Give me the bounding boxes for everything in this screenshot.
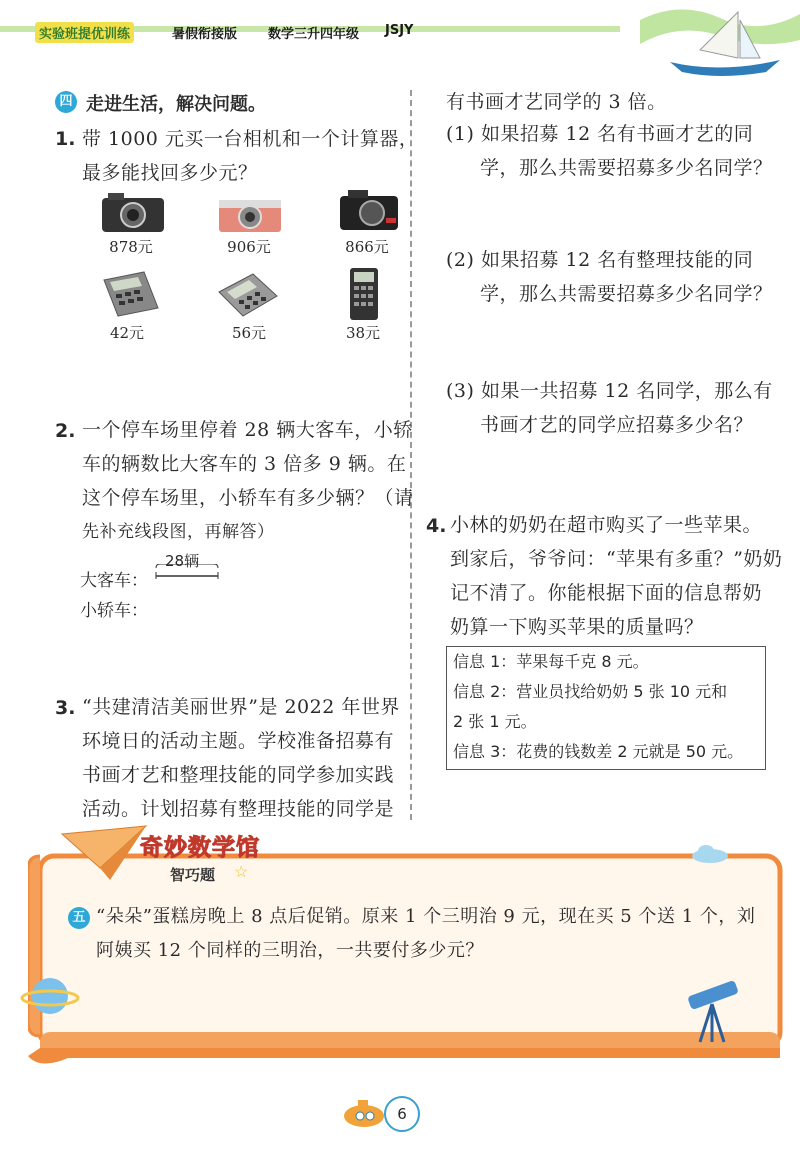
text-line: 最多能找回多少元？ bbox=[82, 162, 258, 184]
text-line: 这个停车场里，小轿车有多少辆？（请 bbox=[82, 487, 414, 509]
info-box bbox=[446, 646, 766, 770]
bus-label: 大客车： bbox=[80, 571, 148, 591]
text-line: 先补充线段图，再解答） bbox=[82, 522, 275, 542]
banner-subtitle: 智巧题 bbox=[170, 866, 216, 884]
text-line: (1) 如果招募 12 名有书画才艺的同 bbox=[446, 123, 754, 145]
text-line: 一个停车场里停着 28 辆大客车，小轿 bbox=[82, 419, 413, 441]
question-text bbox=[82, 690, 400, 826]
price-label: 878元 bbox=[109, 238, 153, 256]
text-line: 书画才艺和整理技能的同学参加实践 bbox=[82, 764, 395, 786]
camera-icon bbox=[100, 190, 166, 234]
text-line: 学，那么共需要招募多少名同学？ bbox=[480, 157, 773, 179]
grade-label: 数学三升四年级 bbox=[268, 27, 360, 42]
car-label: 小轿车： bbox=[80, 601, 148, 621]
price-label: 866元 bbox=[345, 238, 389, 256]
text-line: “共建清洁美丽世界”是 2022 年世界 bbox=[82, 696, 400, 718]
cloud-icon bbox=[690, 842, 730, 864]
question-number: 4. bbox=[426, 515, 447, 537]
question-text bbox=[82, 122, 418, 190]
question-text bbox=[82, 413, 414, 549]
banner-title: 奇妙数学馆 bbox=[140, 835, 260, 861]
calculator-icon bbox=[348, 266, 380, 322]
sub-question-2 bbox=[446, 243, 773, 311]
text-line: 阿姨买 12 个同样的三明治，一共要付多少元？ bbox=[96, 940, 484, 961]
info-line: 信息 1：苹果每千克 8 元。 bbox=[453, 652, 649, 671]
section-badge: 四 bbox=[55, 91, 77, 113]
info-line: 信息 2：营业员找给奶奶 5 张 10 元和 bbox=[453, 682, 728, 701]
price-label: 42元 bbox=[109, 324, 145, 342]
text-line: 奶算一下购买苹果的质量吗？ bbox=[450, 616, 704, 638]
calculator-icon bbox=[100, 270, 160, 318]
camera-icon bbox=[217, 192, 283, 236]
text-line: 书画才艺的同学应招募多少名？ bbox=[480, 414, 754, 436]
text-line: 小林的奶奶在超市购买了一些苹果。 bbox=[450, 514, 763, 536]
page-number: 6 bbox=[384, 1096, 420, 1132]
telescope-icon bbox=[678, 978, 748, 1048]
price-label: 56元 bbox=[231, 324, 267, 342]
bus-value: 28辆 bbox=[165, 552, 200, 570]
submarine-icon bbox=[340, 1092, 388, 1132]
sub-question-3 bbox=[446, 374, 773, 442]
star-icon: ☆ bbox=[234, 862, 249, 881]
question-number: 3. bbox=[55, 697, 76, 719]
text-line: 带 1000 元买一台相机和一个计算器， bbox=[82, 128, 419, 150]
sub-question-1 bbox=[446, 117, 773, 185]
bonus-question-text bbox=[96, 900, 755, 968]
edition-title: 暑假衔接版 bbox=[172, 27, 238, 42]
question-number: 2. bbox=[55, 420, 76, 442]
question-text: 有书画才艺同学的 3 倍。 bbox=[446, 91, 667, 113]
page-header bbox=[0, 0, 800, 70]
sailboat-icon bbox=[640, 0, 800, 80]
bus-segment bbox=[154, 564, 220, 580]
publisher-code: JSJY bbox=[385, 23, 414, 38]
price-label: 38元 bbox=[345, 324, 381, 342]
price-label: 906元 bbox=[227, 238, 271, 256]
text-line: 车的辆数比大客车的 3 倍多 9 辆。在 bbox=[82, 453, 407, 475]
text-line: 环境日的活动主题。学校准备招募有 bbox=[82, 730, 395, 752]
section-badge: 五 bbox=[68, 907, 90, 929]
text-line: (3) 如果一共招募 12 名同学，那么有 bbox=[446, 380, 773, 402]
info-line: 2 张 1 元。 bbox=[453, 712, 537, 731]
series-tag: 实验班提优训练 bbox=[35, 22, 134, 43]
section-title: 走进生活，解决问题。 bbox=[86, 94, 266, 115]
info-line: 信息 3：花费的钱数差 2 元就是 50 元。 bbox=[453, 742, 744, 761]
camera-icon bbox=[338, 188, 404, 232]
question-text bbox=[450, 508, 782, 644]
text-line: 活动。计划招募有整理技能的同学是 bbox=[82, 798, 395, 820]
question-number: 1. bbox=[55, 128, 76, 150]
text-line: 记不清了。你能根据下面的信息帮奶 bbox=[450, 582, 763, 604]
calculator-icon bbox=[217, 272, 279, 318]
text-line: “朵朵”蛋糕房晚上 8 点后促销。原来 1 个三明治 9 元，现在买 5 个送 1 个，刘 bbox=[96, 906, 756, 927]
planet-icon bbox=[20, 966, 80, 1026]
paper-plane-icon bbox=[60, 824, 150, 884]
text-line: 学，那么共需要招募多少名同学？ bbox=[480, 283, 773, 305]
text-line: 到家后，爷爷问：“苹果有多重？”奶奶 bbox=[450, 548, 783, 570]
text-line: (2) 如果招募 12 名有整理技能的同 bbox=[446, 249, 754, 271]
